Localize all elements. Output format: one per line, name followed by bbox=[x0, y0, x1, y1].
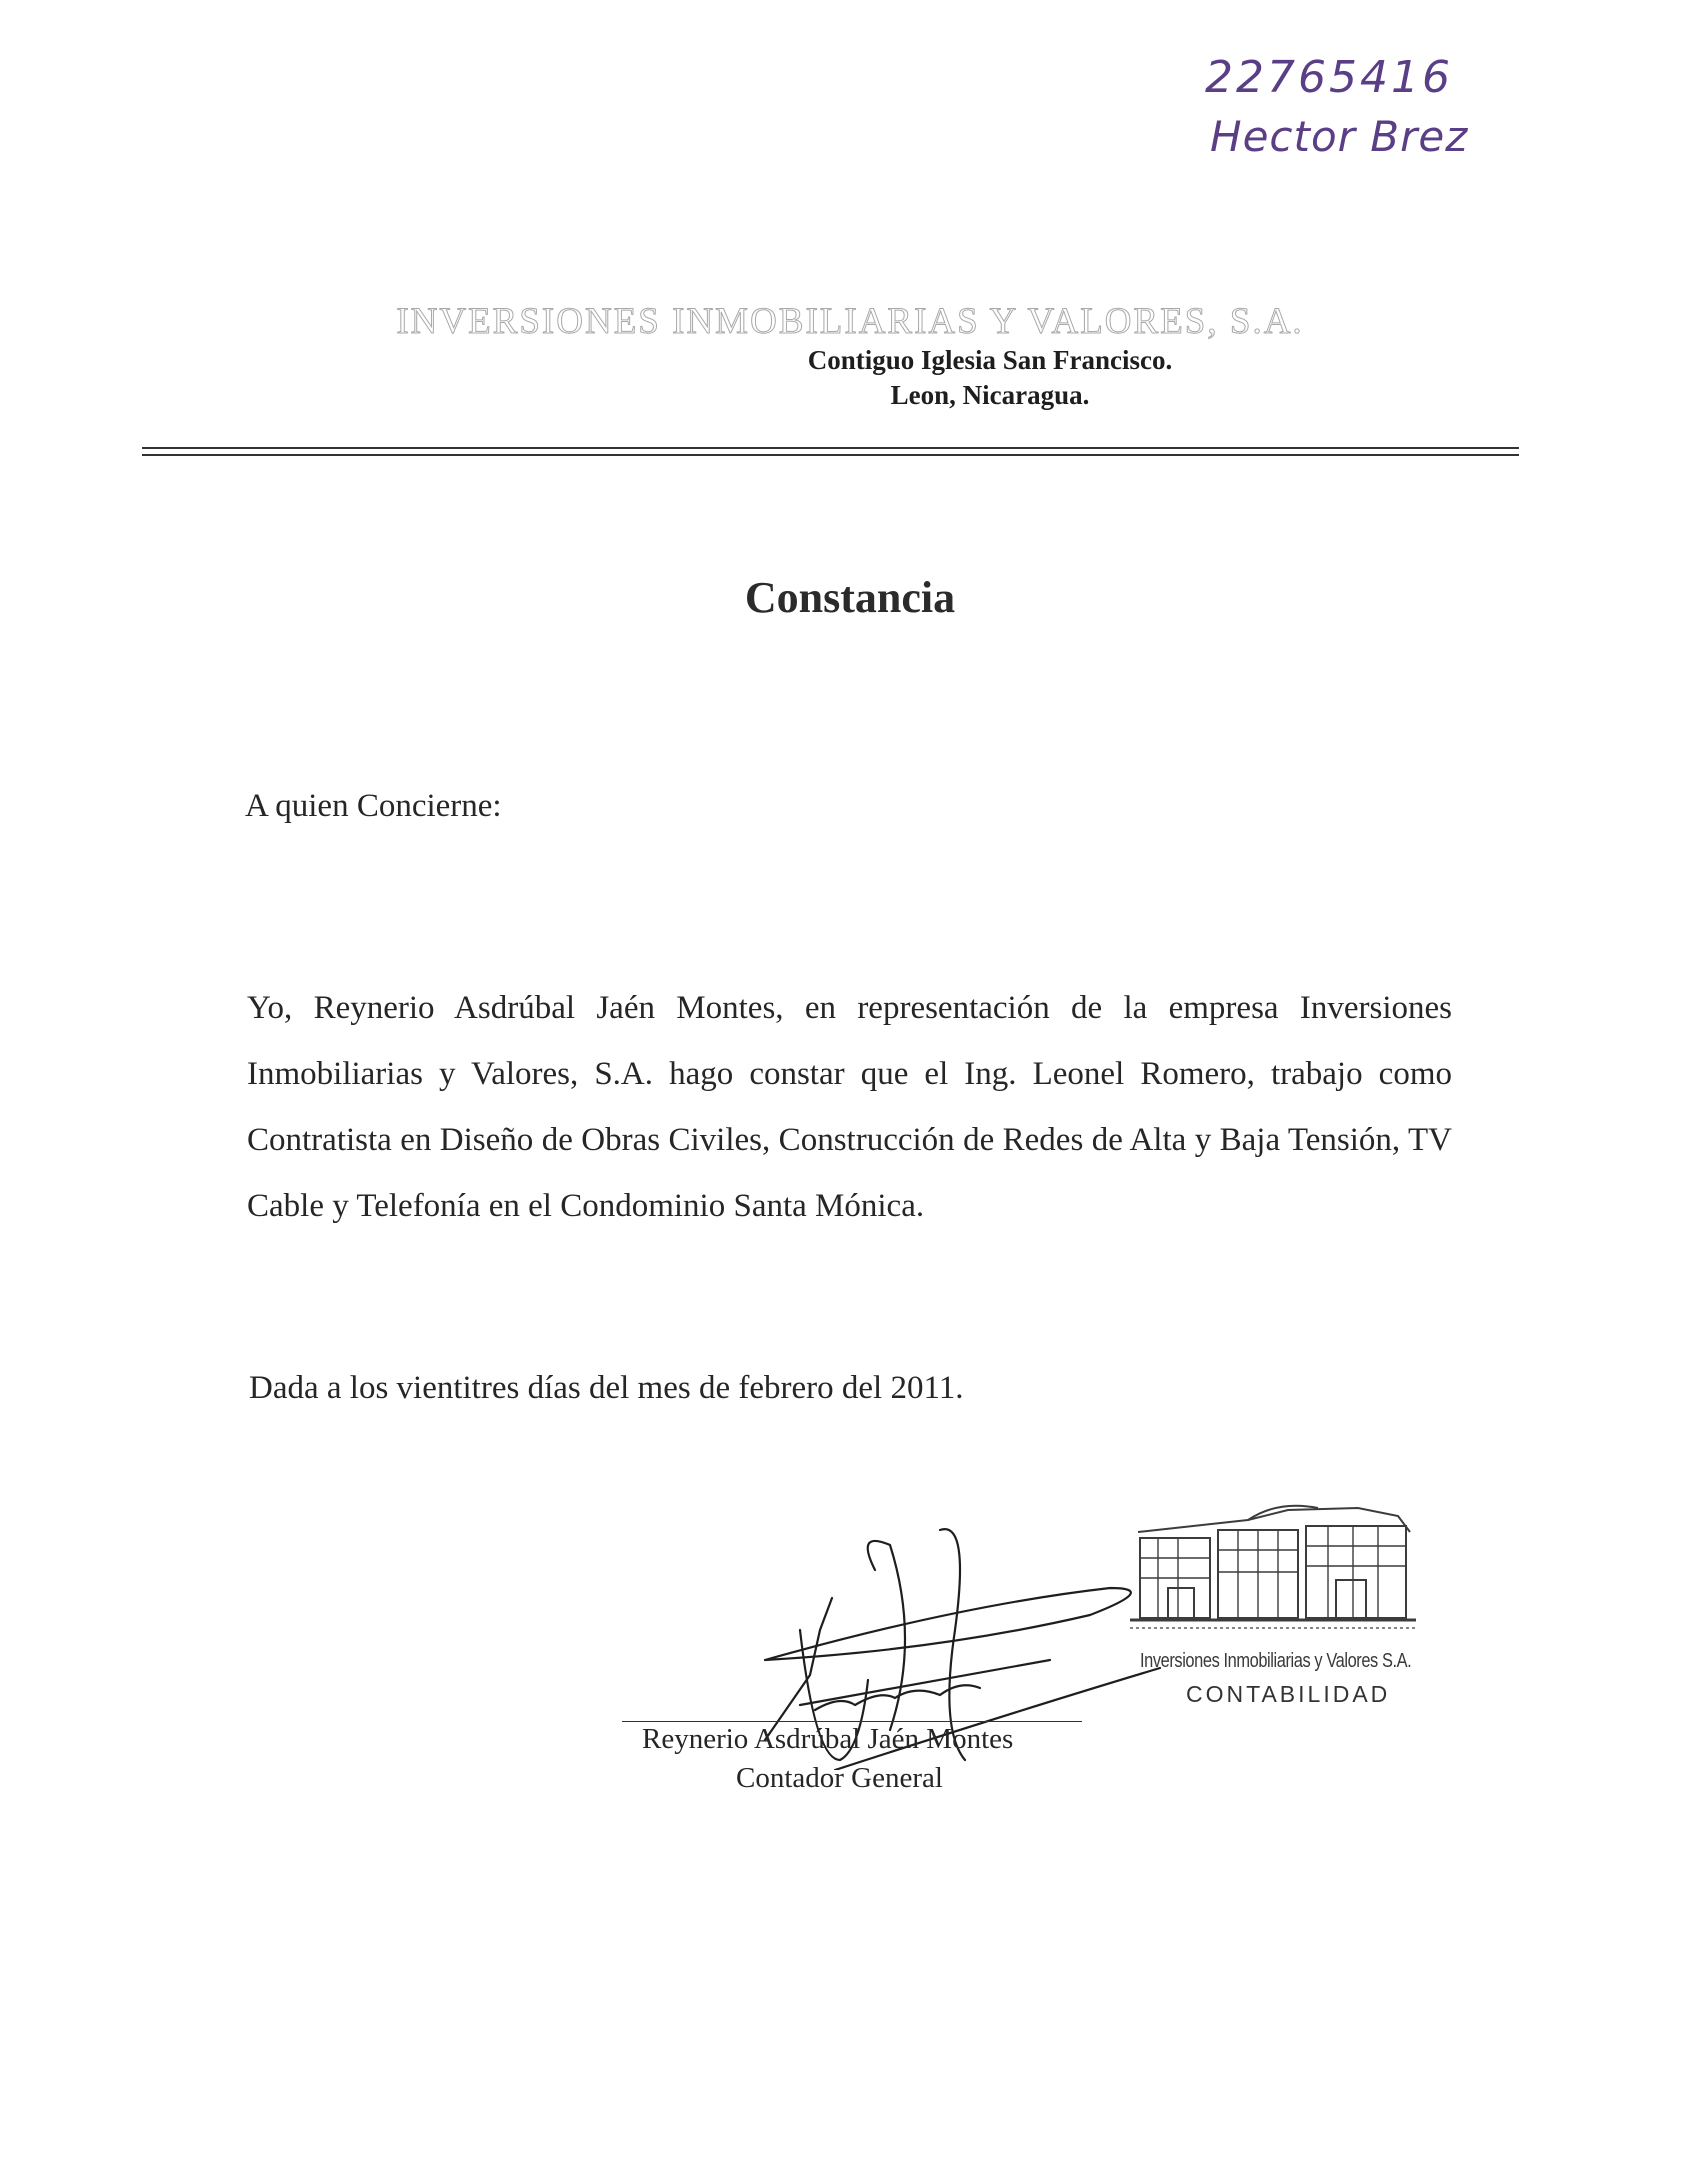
header-divider-bottom bbox=[142, 454, 1519, 456]
closing-date-line: Dada a los vientitres días del mes de febrero del 2011. bbox=[249, 1370, 964, 1406]
letterhead-address-line2: Leon, Nicaragua. bbox=[890, 380, 1090, 410]
signatory-title: Contador General bbox=[736, 1762, 943, 1794]
handwritten-name: Hector Brez bbox=[1210, 112, 1469, 161]
signatory-name: Reynerio Asdrúbal Jaén Montes bbox=[642, 1723, 1014, 1755]
letterhead-address-line1: Contiguo Iglesia San Francisco. bbox=[807, 345, 1173, 375]
stamp-company-name: Inversiones Inmobiliarias y Valores S.A. bbox=[1140, 1650, 1412, 1672]
signature-line bbox=[622, 1721, 1082, 1722]
stamp-department: CONTABILIDAD bbox=[1186, 1681, 1391, 1707]
handwritten-number: 22765416 bbox=[1205, 52, 1453, 103]
document-title: Constancia bbox=[744, 573, 956, 622]
letterhead-company: INVERSIONES INMOBILIARIAS Y VALORES, S.A. bbox=[396, 301, 1304, 342]
greeting: A quien Concierne: bbox=[245, 788, 502, 824]
body-paragraph: Yo, Reynerio Asdrúbal Jaén Montes, en representación de la empresa Inversiones Inmobiliarias y Valores, S.A. hago constar que el Ing. Leonel Romero, trabajo como Contratista en Diseño de Obras Civiles, Construcción de Redes de Alta y Baja Tensión, TV Cable y Telefonía en el Condominio Santa Mónica. bbox=[247, 990, 1452, 1224]
header-divider-top bbox=[142, 447, 1519, 449]
